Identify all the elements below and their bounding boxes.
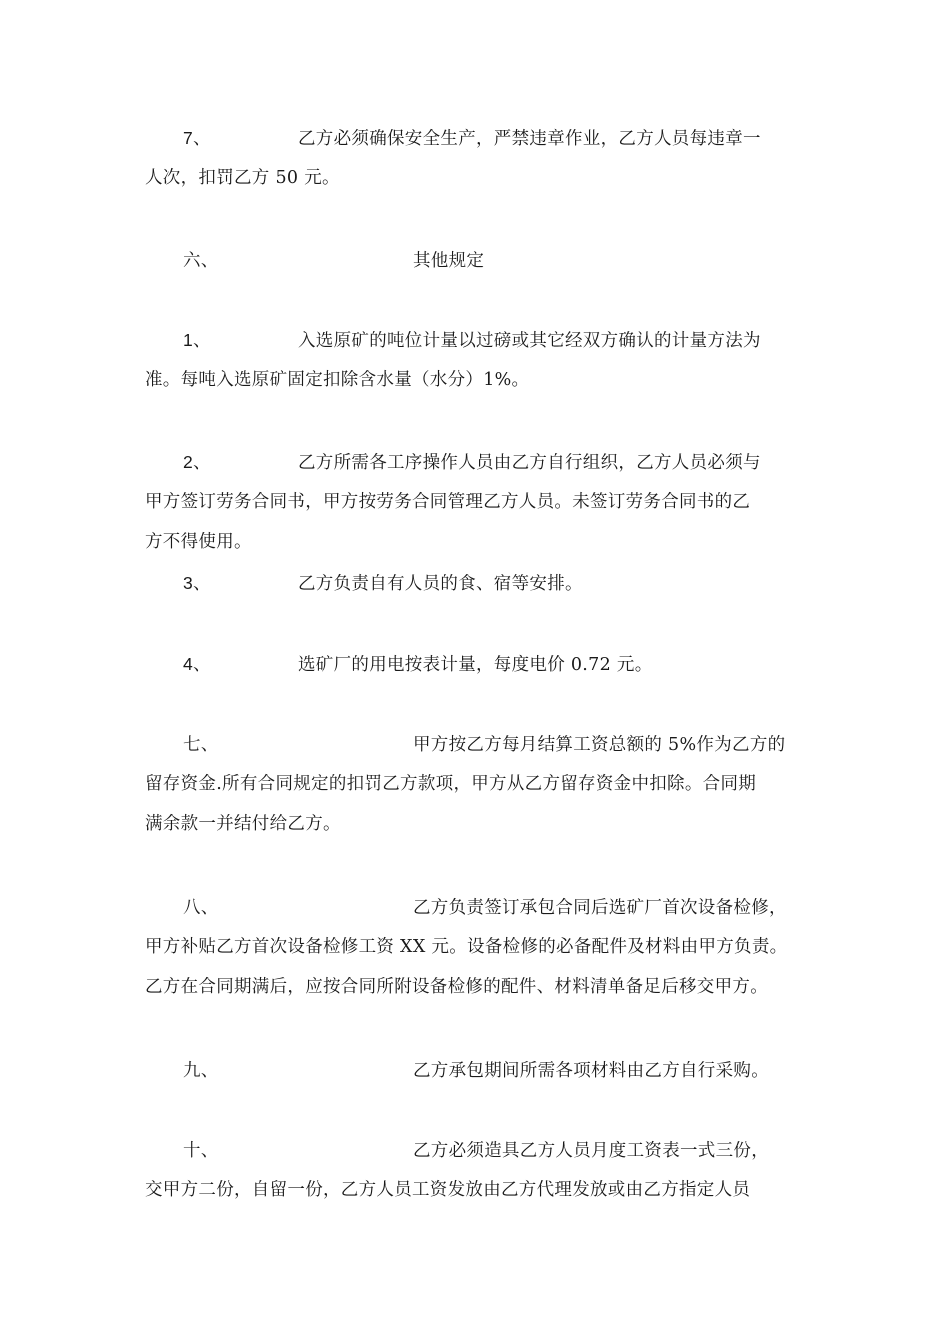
- section-6: [145, 240, 805, 280]
- section-line: 乙方在合同期满后，应按合同所附设备检修的配件、材料清单备足后移交甲方。: [145, 977, 768, 997]
- section-line: [145, 724, 805, 764]
- clause-line: [145, 563, 805, 603]
- clause-text: 乙方必须确保安全生产，严禁违章作业，乙方人员每违章一: [298, 129, 761, 149]
- section-9: [145, 1050, 805, 1090]
- section-text: 乙方负责签订承包合同后选矿厂首次设备检修，: [413, 898, 787, 918]
- clause-text: 选矿厂的用电按表计量，每度电价 0.72 元。: [298, 655, 653, 675]
- clause-line: [145, 320, 805, 360]
- section-10: [145, 1130, 805, 1210]
- clause-text: 入选原矿的吨位计量以过磅或其它经双方确认的计量方法为: [298, 331, 761, 351]
- section-number: 七、: [183, 734, 219, 754]
- clause-number: 3、: [183, 573, 211, 593]
- clause-1: [145, 320, 805, 400]
- section-heading-line: [145, 240, 805, 280]
- section-line: 满余款一并结付给乙方。: [145, 814, 341, 834]
- clause-number: 2、: [183, 452, 211, 472]
- section-7: [145, 724, 805, 844]
- section-line: 留存资金.所有合同规定的扣罚乙方款项，甲方从乙方留存资金中扣除。合同期: [145, 774, 757, 794]
- clause-4: [145, 644, 805, 684]
- section-line: [145, 1050, 805, 1090]
- clause-line: 甲方签订劳务合同书，甲方按劳务合同管理乙方人员。未签订劳务合同书的乙: [145, 492, 751, 512]
- section-text: 甲方按乙方每月结算工资总额的 5%作为乙方的: [413, 735, 786, 755]
- clause-line: [145, 118, 805, 158]
- section-number: 十、: [183, 1140, 219, 1160]
- section-text: 乙方必须造具乙方人员月度工资表一式三份，: [413, 1141, 769, 1161]
- clause-number: 7、: [183, 128, 211, 148]
- clause-line: [145, 442, 805, 482]
- section-line: [145, 1130, 805, 1170]
- section-number: 六、: [183, 250, 219, 270]
- clause-text: 乙方所需各工序操作人员由乙方自行组织，乙方人员必须与: [298, 453, 761, 473]
- section-title: 其他规定: [413, 251, 485, 271]
- section-line: [145, 887, 805, 927]
- clause-3: [145, 563, 805, 603]
- section-line: 交甲方二份，自留一份，乙方人员工资发放由乙方代理发放或由乙方指定人员: [145, 1180, 751, 1200]
- section-number: 九、: [183, 1060, 219, 1080]
- section-number: 八、: [183, 897, 219, 917]
- section-text: 乙方承包期间所需各项材料由乙方自行采购。: [413, 1061, 769, 1081]
- clause-number: 1、: [183, 330, 211, 350]
- clause-text: 乙方负责自有人员的食、宿等安排。: [298, 574, 583, 594]
- section-line: 甲方补贴乙方首次设备检修工资 XX 元。设备检修的必备配件及材料由甲方负责。: [145, 937, 788, 957]
- clause-7: [145, 118, 805, 198]
- section-8: [145, 887, 805, 1007]
- clause-line: 准。每吨入选原矿固定扣除含水量（水分）1%。: [145, 370, 530, 390]
- clause-line: [145, 644, 805, 684]
- clause-line: 人次，扣罚乙方 50 元。: [145, 168, 340, 188]
- clause-number: 4、: [183, 654, 211, 674]
- clause-line: 方不得使用。: [145, 532, 252, 552]
- clause-2: [145, 442, 805, 562]
